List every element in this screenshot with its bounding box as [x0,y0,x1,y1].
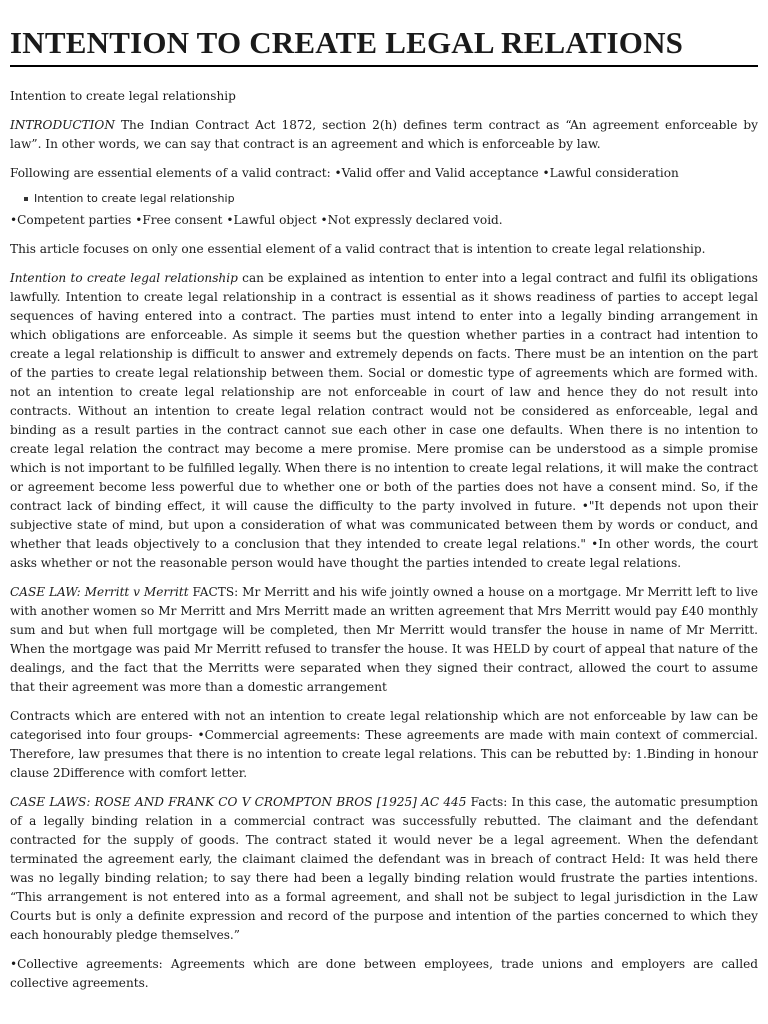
case-law-rose-frank-lead: CASE LAWS: ROSE AND FRANK CO V CROMPTON BROS [1925] AC 445 [10,795,467,809]
intro-paragraph [10,116,758,154]
definition-text: can be explained as intention to enter into a legal contract and fulfil its obligations lawfully. Intention to create legal relationship in a contract is essential as it shows readiness of parties to accept legal sequences of having entered into a contract. The parties must intend to enter into a legally binding arrangement in which obligations are enforceable. As simple it seems but the question whether parties in a contract had intention to create a legal relationship is difficult to answer and extremely depends on facts. There must be an intention on the part of the parties to create legal relationship between them. Social or domestic type of agreements which are formed with. not an intention to create legal relationship are not enforceable in court of law and hence they do not result into contracts. Without an intention to create legal relation contract would not be considered as enforceable, legal and binding as a result parties in the contract cannot sue each other in case one defaults. When there is no intention to create legal relation the contract may become a mere promise. Mere promise can be understood as a simple promise which is not important to be fulfilled legally. When there is no intention to create legal relations, it will make the contract or agreement become less powerful due to whether one or both of the parties does not have a consent mind. So, if the contract lack of binding effect, it will cause the difficulty to the party involved in future. •"It depends not upon their subjective state of mind, but upon a consideration of what was communicated between them by words or conduct, and whether that leads objectively to a conclusion that they intended to create legal relations." •In other words, the court asks whether or not the reasonable person would have thought the parties intended to create legal relations. [10,271,759,570]
case-law-merritt-text: FACTS: Mr Merritt and his wife jointly owned a house on a mortgage. Mr Merritt left to live with another women so Mr Merritt and Mrs Merritt made an written agreement that Mrs Merritt would pay £40 monthly sum and but when full mortgage will be completed, then Mr Merritt would transfer the house in name of Mr Merritt. When the mortgage was paid Mr Merritt refused to transfer the house. It was HELD by court of appeal that nature of the dealings, and the fact that the Merritts were separated when they signed their contract, allowed the court to assume that their agreement was more than a domestic arrangement [10,585,758,694]
elements-paragraph: Following are essential elements of a valid contract: •Valid offer and Valid acceptance •Lawful consideration [10,166,679,180]
elements-paragraph-2: •Competent parties •Free consent •Lawful object •Not expressly declared void. [10,213,503,227]
collective-paragraph: •Collective agreements: Agreements which are done between employees, trade unions and employers are called collective agreements. [10,957,758,990]
contracts-paragraph: Contracts which are entered with not an intention to create legal relationship which are not enforceable by law can be categorised into four groups- •Commercial agreements: These agreements are made with main context of commercial. Therefore, law presumes that there is no intention to create legal relations. This can be rebutted by: 1.Binding in honour clause 2Difference with comfort letter. [10,709,758,780]
case-law-rose-frank-text: Facts: In this case, the automatic presumption of a legally binding relation in a commercial contract was successfully rebutted. The claimant and the defendant contracted for the supply of goods. The contract stated it would never be a legal agreement. When the defendant terminated the agreement early, the claimant claimed the defendant was in breach of contract Held: It was held there was no legally binding relation; to say there had been a legally binding relation would frustrate the parties intentions. “This arrangement is not entered into as a formal agreement, and shall not be subject to legal jurisdiction in the Law Courts but is only a definite expression and record of the purpose and intention of the parties concerned to which they each honourably pledge themselves.” [10,795,758,942]
document-title: INTENTION TO CREATE LEGAL RELATIONS [10,26,758,67]
intro-lead: INTRODUCTION [10,118,115,132]
list-item: Intention to create legal relationship [24,189,758,208]
definition-paragraph [10,269,758,573]
case-law-merritt-lead: CASE LAW: Merritt v Merritt [10,585,189,599]
case-law-merritt-paragraph [10,583,758,697]
subtitle: Intention to create legal relationship [10,89,236,103]
document-body [10,87,758,993]
case-law-rose-frank-paragraph [10,793,758,945]
definition-lead: Intention to create legal relationship [10,271,238,285]
intro-text: The Indian Contract Act 1872, section 2(h) defines term contract as “An agreement enforceable by law”. In other words, we can say that contract is an agreement and which is enforceable by law. [10,118,758,151]
elements-list [10,189,758,208]
focus-paragraph: This article focuses on only one essential element of a valid contract that is intention to create legal relationship. [10,242,706,256]
